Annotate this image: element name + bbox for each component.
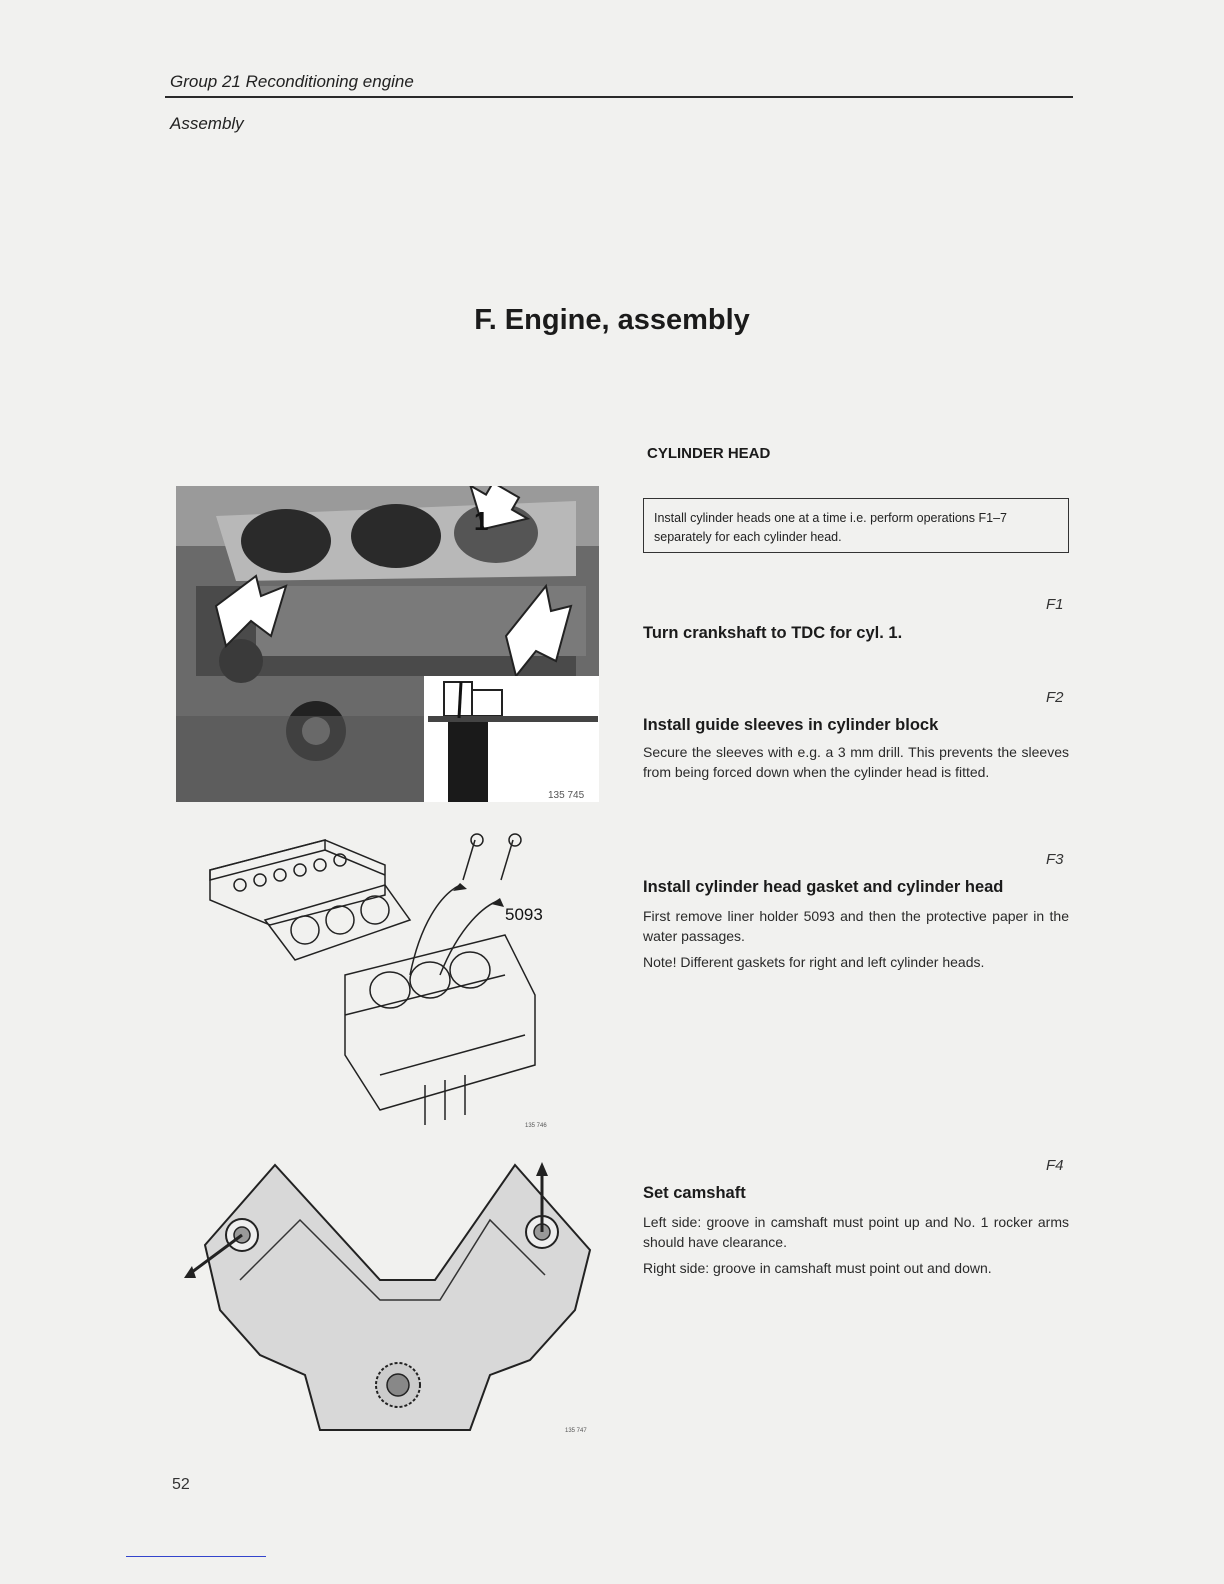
step-number-f3: F3 (1046, 851, 1064, 868)
section-heading: CYLINDER HEAD (647, 445, 771, 462)
page-number: 52 (172, 1476, 190, 1493)
step-title-f1: Turn crankshaft to TDC for cyl. 1. (643, 624, 903, 642)
step-number-f4: F4 (1046, 1157, 1064, 1174)
figure-1-ref: 135 745 (548, 790, 585, 801)
page-title: F. Engine, assembly (474, 304, 750, 336)
cylinder-head-gasket-graphic (195, 825, 595, 1135)
figure-1-callout-label: 1 (474, 506, 489, 536)
notice-box (643, 498, 1069, 553)
step-text-f4-1: Left side: groove in camshaft must point up and No. 1 rocker arms should have clearance. (643, 1214, 1069, 1250)
notice-text: Install cylinder heads one at a time i.e. perform operations F1–7 separately for each cylinder head. (654, 511, 1007, 544)
step-text-f2: Secure the sleeves with e.g. a 3 mm drill. This prevents the sleeves from being forced down when the cylinder head is fitted. (643, 744, 1069, 780)
step-title-f4: Set camshaft (643, 1184, 746, 1202)
figure-2-ref: 135 746 (525, 1123, 547, 1129)
header-divider (165, 96, 1073, 98)
step-text-f3-1: First remove liner holder 5093 and then the protective paper in the water passages. (643, 908, 1069, 944)
step-title-f2: Install guide sleeves in cylinder block (643, 716, 939, 734)
header-section-title: Assembly (170, 114, 244, 133)
cylinder-block-photo-graphic (176, 486, 599, 802)
figure-2-tool-label: 5093 (505, 905, 543, 924)
step-number-f1: F1 (1046, 596, 1064, 613)
bottom-divider-line (126, 1556, 266, 1557)
figure-camshaft-setting-drawing (180, 1160, 600, 1435)
camshaft-setting-graphic (180, 1160, 600, 1435)
figure-cylinder-block-photo (176, 486, 599, 802)
figure-cylinder-head-gasket-drawing (195, 825, 595, 1135)
header-group-title: Group 21 Reconditioning engine (170, 72, 414, 91)
figure-3-ref: 135 747 (565, 1428, 587, 1434)
step-number-f2: F2 (1046, 689, 1064, 706)
step-text-f3-2: Note! Different gaskets for right and left cylinder heads. (643, 954, 985, 970)
step-text-f4-2: Right side: groove in camshaft must point out and down. (643, 1260, 992, 1276)
step-title-f3: Install cylinder head gasket and cylinder head (643, 878, 1004, 896)
